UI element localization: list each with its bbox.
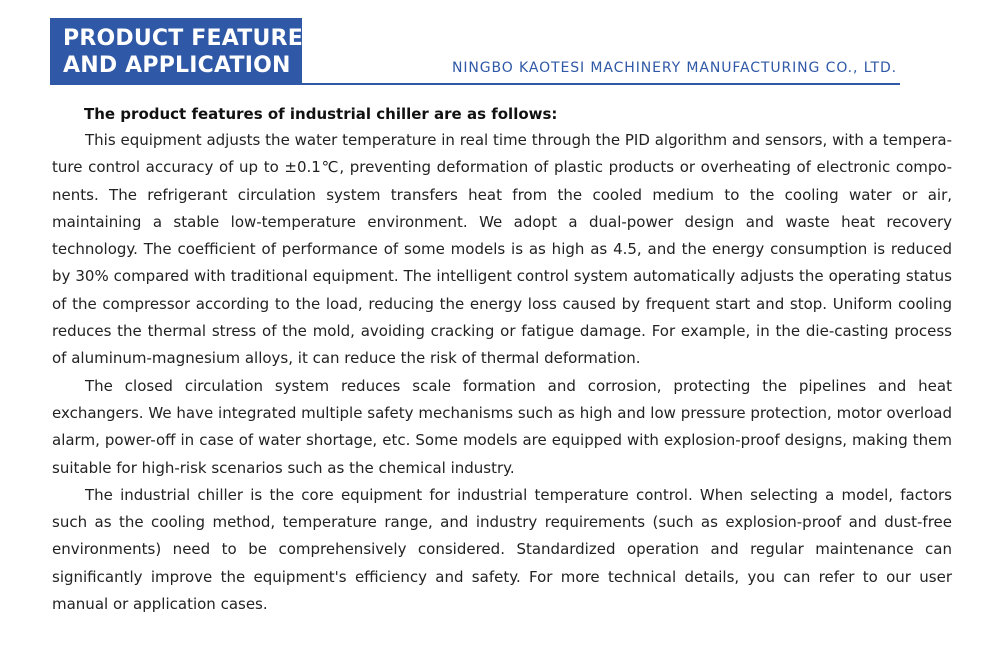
section-title-line-2: AND APPLICATION <box>63 53 291 78</box>
section-title-line-1: PRODUCT FEATURE <box>63 26 303 51</box>
feature-content <box>52 101 952 618</box>
paragraph-safety: The closed circulation system reduces scale formation and corrosion, protecting the pipelines and heat exchangers. We have integrated multiple safety mechanisms such as high and low pressure protection, motor overload alarm, power-off in case of water shortage, etc. Some models are equipped with explosion-proof designs, making them suitable for high-risk scenarios such as the chemical industry. <box>52 376 952 477</box>
paragraph-summary: The industrial chiller is the core equipment for industrial temperature control. When selecting a model, factors such as the cooling method, temperature range, and industry requirements (such as explosion-proof and dust-free environments) need to be comprehensively considered. Standardized operation and regular maintenance can significantly improve the equipment's efficiency and safety. For more technical details, you can refer to our user manual or application cases. <box>52 485 952 614</box>
content-subtitle: The product features of industrial chiller are as follows: <box>84 105 558 123</box>
company-name: NINGBO KAOTESI MACHINERY MANUFACTURING CO., LTD. <box>451 60 897 76</box>
paragraph-features: This equipment adjusts the water temperature in real time through the PID algorithm and sensors, with a temperature control accuracy of up to ±0.1℃, preventing deformation of plastic products or overheating of electronic components. The refrigerant circulation system transfers heat from the cooled medium to the cooling water or air, maintaining a stable low-temperature environment. We adopt a dual-power design and waste heat recovery technology. The coefficient of performance of some models is as high as 4.5, and the energy consumption is reduced by 30% compared with traditional equipment. The intelligent control system automatically adjusts the operating status of the compressor according to the load, reducing the energy loss caused by frequent start and stop. Uniform cooling reduces the thermal stress of the mold, avoiding cracking or fatigue damage. For example, in the die-casting process of aluminum-magnesium alloys, it can reduce the risk of thermal deformation. <box>52 131 952 368</box>
header-divider <box>50 83 900 85</box>
section-title-banner <box>50 18 302 84</box>
